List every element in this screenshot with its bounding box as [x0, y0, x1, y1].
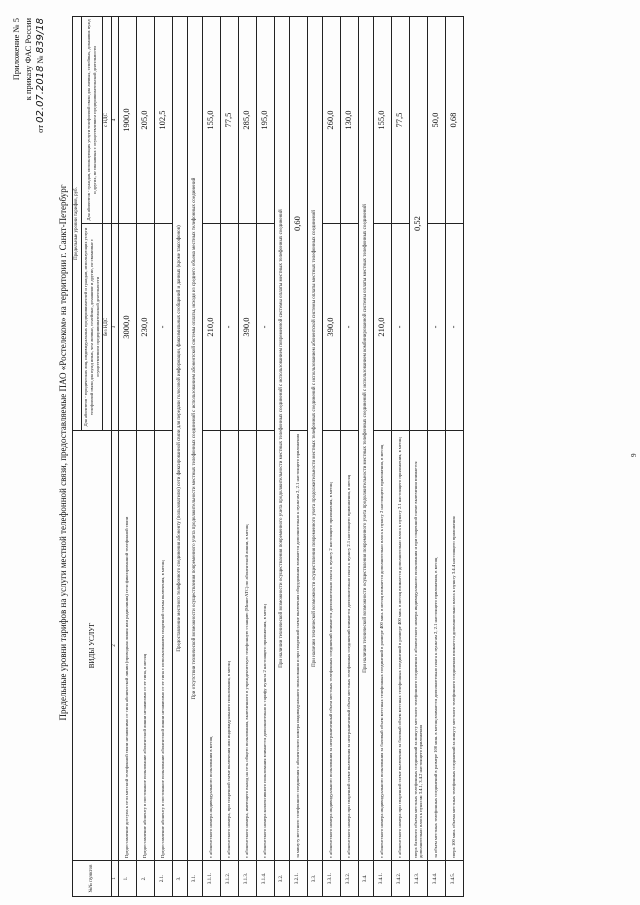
- service-description: При наличии технической возможности осуществления повременного учета продолжительности местных телефонных соединений с использованием комбинированной системы оплаты местных телефонных соединений: [358, 17, 373, 861]
- handwritten-date: 02.07.2018: [35, 65, 46, 123]
- row-number: 3.3.1.: [322, 861, 340, 897]
- table-row: [118, 17, 136, 897]
- col-service-header: ВИДЫ УСЛУГ: [73, 431, 112, 861]
- service-description: за объем местных телефонных соединений в размере 100 мин. в месяц взимается дополнительно плата к пунктам 2, 2.1 настоящего приложения, в месяц: [427, 431, 445, 861]
- row-number: 2.1.: [154, 861, 172, 897]
- table-row: [409, 17, 427, 897]
- tariff-value-business: 3000,0: [118, 224, 136, 431]
- table-row: [391, 17, 409, 897]
- table-row: [238, 17, 256, 897]
- tariff-value-citizens: 155,0: [373, 17, 391, 224]
- service-description: сверх 100 мин. объема местных телефонных соединений за минуту местного телефонного соединения взимается дополнительно плата к пункту 3.4.4 настоящего приложения: [445, 431, 463, 861]
- row-number: 2.: [136, 861, 154, 897]
- row-number: 3.: [172, 861, 187, 897]
- row-number: 3.4.4.: [427, 861, 445, 897]
- section-row: [172, 17, 187, 897]
- order-date-line: от 02.07.2018 № 839/18: [35, 18, 46, 133]
- service-description: Предоставление абоненту в постоянное пользование абонентской линии независимо от ее типа с использованием спаренной схемы включения, в месяц: [154, 431, 172, 861]
- service-description: с абонентского номера индивидуального пользования за базовый объем местных телефонных соединений в размере 400 мин. в месяц взимается дополнительно плата к пункту 2 настоящего приложения, в месяц: [373, 431, 391, 861]
- tariff-value-business: -: [154, 224, 172, 431]
- row-number: 3.1.4.: [256, 861, 274, 897]
- col-levels-header: Предельные уровни тарифов, руб.: [73, 17, 82, 431]
- tariff-value-business: -: [340, 224, 358, 431]
- tariff-value-shared: 0,52: [409, 17, 427, 431]
- tariff-value-citizens: 130,0: [340, 17, 358, 224]
- col-index-4: 4: [112, 17, 119, 224]
- service-description: При наличии технической возможности осуществления повременного учета продолжительности местных телефонных соединений с использованием абонентской системы оплаты местных телефонных соединений: [307, 17, 322, 861]
- service-description: Предоставление абоненту в постоянное пользование абонентской линии независимо от ее типа, в месяц: [136, 431, 154, 861]
- tariff-value-business: -: [427, 224, 445, 431]
- col4-vat: с НДС: [103, 17, 112, 224]
- service-description: с абонентского номера, при спаренной схеме включения или индивидуального пользования, в месяц: [220, 431, 238, 861]
- service-description: При отсутствии технической возможности осуществления повременного учета продолжительности местных телефонных соединений с использованием абонентской системы оплаты, исходя из среднего объема местных телефонных соединений: [187, 17, 202, 861]
- order-reference: к приказу ФАС России: [23, 18, 33, 101]
- row-number: 1.: [118, 861, 136, 897]
- row-number: 3.4.3.: [409, 861, 427, 897]
- row-number: 3.1.: [187, 861, 202, 897]
- tariff-value-business: -: [256, 224, 274, 431]
- table-row: [220, 17, 238, 897]
- tariff-value-citizens: 77,5: [391, 17, 409, 224]
- tariff-value-citizens: 285,0: [238, 17, 256, 224]
- service-description: с абонентского номера при спаренной схеме включения за неограниченный объем местных телефонных соединений взимается дополнительно плата к пункту 2.1 настоящего приложения, в месяц: [340, 431, 358, 861]
- tariff-value-citizens: 195,0: [256, 17, 274, 224]
- appendix-header: [10, 18, 47, 133]
- table-row: [340, 17, 358, 897]
- tariff-value-citizens: 155,0: [202, 17, 220, 224]
- service-description: с абонентского номера индивидуального пользования в месяц: [202, 431, 220, 861]
- col-index-1: 1: [112, 861, 119, 897]
- handwritten-number: 839/18: [35, 18, 46, 54]
- table-row: [256, 17, 274, 897]
- tariff-value-citizens: 50,0: [427, 17, 445, 224]
- section-row: [187, 17, 202, 897]
- row-number: 3.4.2.: [391, 861, 409, 897]
- table-row: [445, 17, 463, 897]
- tariff-value-business: 230,0: [136, 224, 154, 431]
- tariff-value-business: -: [391, 224, 409, 431]
- table-row: [322, 17, 340, 897]
- service-description: с абонентского номера, имеющего выход на сеть общего пользования, включенного в учрежденческую телефонную станцию (Мини-АТС) по абонентской линии, в месяц: [238, 431, 256, 861]
- tariff-value-citizens: 77,5: [220, 17, 238, 224]
- col3-vat: без НДС: [103, 224, 112, 431]
- row-number: 3.3.2.: [340, 861, 358, 897]
- tariff-value-citizens: 260,0: [322, 17, 340, 224]
- tariff-value-business: 210,0: [373, 224, 391, 431]
- service-description: Предоставление местного телефонного соединения абоненту (пользователю) сети фиксированной связи для передачи голосовой информации, факсимильных сообщений и данных (кроме таксофонов): [172, 17, 187, 861]
- table-row: [373, 17, 391, 897]
- row-number: 3.4.: [358, 861, 373, 897]
- tariff-value-business: -: [220, 224, 238, 431]
- tariff-table: [72, 16, 464, 897]
- table-row: [202, 17, 220, 897]
- service-description: сверх базового объема местных телефонных соединений за минуту местного телефонного соединения с абонентского номера индивидуального пользования и при спаренной схеме включения взимается дополнительно плата к пунктам 3.4.1, 3.4.2 настоящего приложения: [409, 431, 427, 861]
- tariff-value-citizens: 1900,0: [118, 17, 136, 224]
- service-description: с абонентского номера индивидуального пользования за неограниченный объем местных телефонных соединений взимается дополнительно плата к пункту 2 настоящего приложения, в месяц: [322, 431, 340, 861]
- tariff-value-business: 210,0: [202, 224, 220, 431]
- col-index-3: 3: [112, 224, 119, 431]
- document-title: Предельные уровни тарифов на услуги местной телефонной связи, предоставляемые ПАО «Ростелеком» на территории г. Санкт-Петербург: [58, 184, 68, 721]
- col4-description: Для абонентов - граждан, использующих услуги телефонной связи для личных, семейных, домашних нужд и других, не связанных с осуществлением предпринимательской деятельности: [82, 17, 103, 224]
- col3-description: Для абонентов - юридических лиц, индивидуальных предпринимателей и граждан, использующих услуги телефонной связи для нужд иных, чем личные, семейные, домашние и другие, не связанные с осуществлением предпринимательской деятельности: [82, 224, 103, 431]
- tariff-value-shared: 0,60: [289, 17, 307, 431]
- tariff-table-body: [118, 17, 463, 897]
- row-number: 3.2.: [274, 861, 289, 897]
- section-row: [307, 17, 322, 897]
- table-row: [289, 17, 307, 897]
- tariff-value-business: 390,0: [238, 224, 256, 431]
- tariff-value-citizens: 102,5: [154, 17, 172, 224]
- table-row: [136, 17, 154, 897]
- appendix-number: Приложение № 5: [11, 18, 21, 81]
- tariff-value-business: -: [445, 224, 463, 431]
- service-description: с абонентского номера при спаренной схеме включения за базовый объем местных телефонных соединений в размере 400 мин. в месяц взимается дополнительно плата к пункту 2.1 настоящего приложения, в месяц: [391, 431, 409, 861]
- col-num-header: №№ пунктов: [73, 861, 112, 897]
- service-description: Предоставление доступа к сети местной телефонной связи независимо от типа абонентской линии (проводная линия или радиолиния) сети фиксированной телефонной связи: [118, 431, 136, 861]
- row-number: 3.4.5.: [445, 861, 463, 897]
- row-number: 3.2.1.: [289, 861, 307, 897]
- table-row: [427, 17, 445, 897]
- section-row: [274, 17, 289, 897]
- col-index-2: 2: [112, 431, 119, 861]
- tariff-value-citizens: 0,68: [445, 17, 463, 224]
- row-number: 3.1.2.: [220, 861, 238, 897]
- service-description: с абонентского номера коллективного пользования взимается дополнительно к тарифу пункта 2 настоящего приложения, в месяц: [256, 431, 274, 861]
- service-description: При наличии технической возможности осуществления повременного учета продолжительности местных телефонных соединений с использованием повременной системы оплаты местных телефонных соединений: [274, 17, 289, 861]
- tariff-value-citizens: 205,0: [136, 17, 154, 224]
- tariff-value-business: 390,0: [322, 224, 340, 431]
- row-number: 3.3.: [307, 861, 322, 897]
- table-row: [154, 17, 172, 897]
- row-number: 3.4.1.: [373, 861, 391, 897]
- row-number: 3.1.1.: [202, 861, 220, 897]
- page-number: 9: [630, 453, 638, 457]
- service-description: за минуту местного телефонного соединения с абонентского номера индивидуального пользования и при спаренной схеме включения оборудования взимается дополнительно к пунктам 2, 2.1 настоящего приложения: [289, 431, 307, 861]
- section-row: [358, 17, 373, 897]
- row-number: 3.1.3.: [238, 861, 256, 897]
